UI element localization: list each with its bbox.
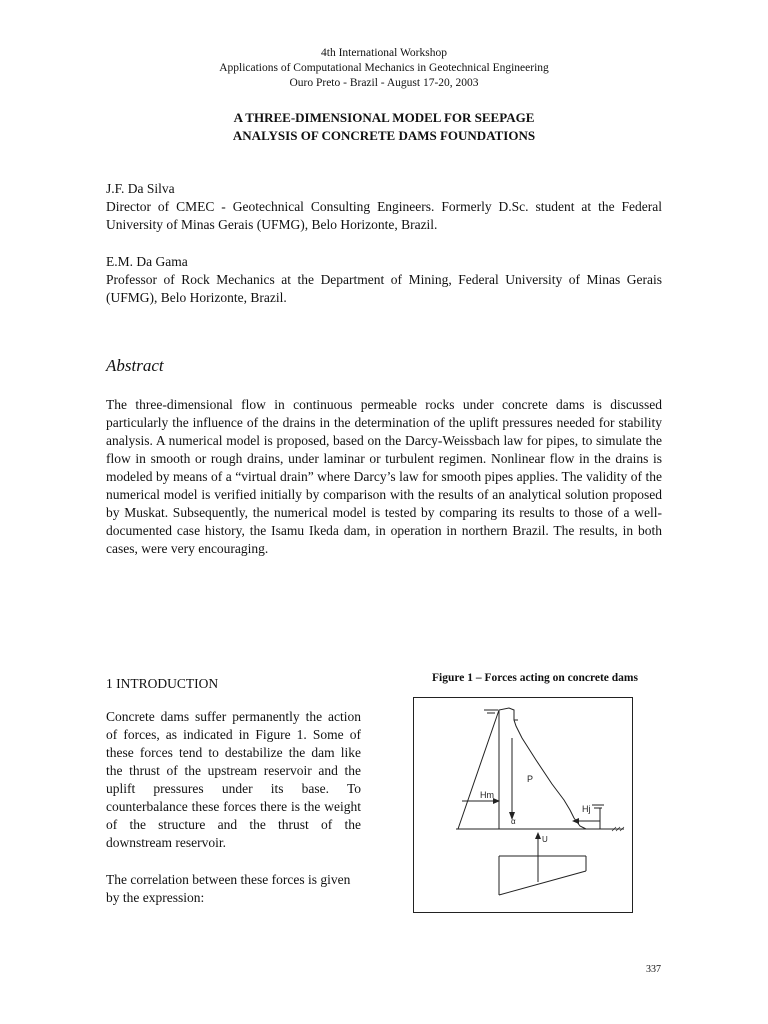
header-line-location: Ouro Preto - Brazil - August 17-20, 2003	[289, 77, 479, 89]
figure-caption: Figure 1 – Forces acting on concrete dams	[431, 672, 638, 684]
conference-header	[0, 46, 768, 91]
author-affiliation: Director of CMEC - Geotechnical Consulting Engineers. Formerly D.Sc. student at the Federal University of Minas Gerais (UFMG), Belo Horizonte, Brazil.	[106, 199, 662, 232]
introduction-paragraph-1: Concrete dams suffer permanently the action of forces, as indicated in Figure 1. Some of these forces tend to destabilize the dam like the thrust of the upstream reservoir and the uplift pressures under its base. To counterbalance these forces there is the weight of the structure and the thrust of the downstream reservoir.	[106, 709, 361, 850]
hydrostatic-pressure-line	[458, 710, 499, 829]
label-alpha: α	[511, 817, 516, 826]
abstract-heading: Abstract	[106, 356, 164, 375]
downstream-thrust-arrowhead	[572, 818, 579, 824]
title-line-1: A THREE-DIMENSIONAL MODEL FOR SEEPAGE	[233, 110, 535, 125]
author-block-1	[106, 180, 662, 234]
title-line-2: ANALYSIS OF CONCRETE DAMS FOUNDATIONS	[232, 128, 536, 143]
author-block-2	[106, 253, 662, 307]
author-name: E.M. Da Gama	[106, 254, 188, 269]
label-hj: Hj	[582, 804, 591, 814]
header-line-conference: Applications of Computational Mechanics in Geotechnical Engineering	[219, 62, 549, 74]
label-u: U	[542, 835, 548, 844]
abstract-body: The three-dimensional flow in continuous permeable rocks under concrete dams is discussed particularly the influence of the drains in the determination of the uplift pressures needed for stability analysis. A numerical model is proposed, based on the Darcy-Weissbach law for pipes, to simulate the flow in smooth or rough drains, under laminar or turbulent regimen. Nonlinear flow in the drains is modeled by means of a “virtual drain” where Darcy’s law for smooth pipes applies. The validity of the numerical model is verified initially by comparison with the results of an analytical solution proposed by Muskat. Subsequently, the numerical model is tested by comparing its results to those of a well-documented case history, the Isamu Ikeda dam, in operation in northern Brazil. The results, in both cases, were very encouraging.	[106, 397, 662, 556]
author-name: J.F. Da Silva	[106, 181, 175, 196]
label-p: P	[527, 774, 534, 784]
author-affiliation: Professor of Rock Mechanics at the Department of Mining, Federal University of Minas Gerais (UFMG), Belo Horizonte, Brazil.	[106, 272, 662, 305]
label-hm: Hm	[480, 790, 494, 800]
uplift-diagram-slope	[499, 871, 586, 895]
introduction-paragraph-2: The correlation between these forces is given by the expression:	[106, 872, 351, 905]
dam-forces-figure	[413, 697, 633, 913]
introduction-heading: 1 INTRODUCTION	[106, 676, 219, 691]
dam-forces-diagram	[414, 698, 632, 912]
paper-title	[0, 109, 768, 145]
page-number: 337	[646, 964, 661, 975]
header-line-workshop: 4th International Workshop	[321, 47, 447, 59]
uplift-arrowhead	[535, 832, 541, 839]
